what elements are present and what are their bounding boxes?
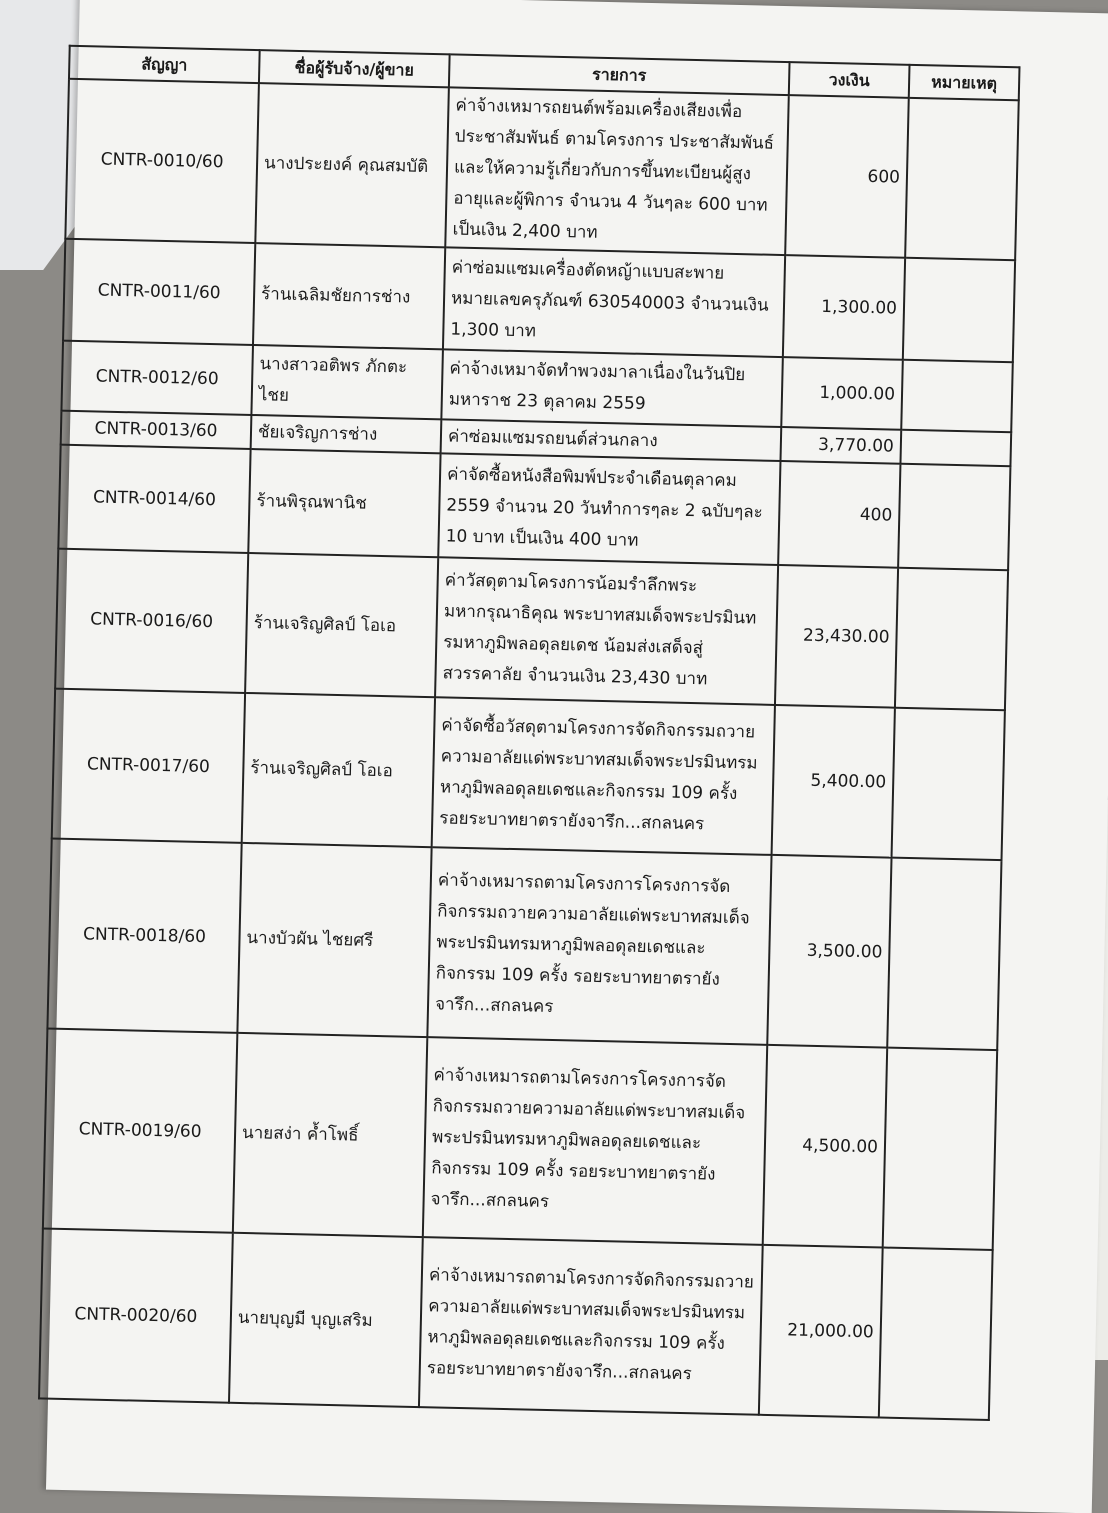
header-vendor: ชื่อผู้รับจ้าง/ผู้ขาย — [259, 50, 450, 87]
vendor-name: นางสาวอติพร ภักตะไชย — [251, 345, 443, 419]
document-sheet — [46, 0, 1108, 1513]
item-description: ค่าจัดซื้อหนังสือพิมพ์ประจำเดือนตุลาคม 2559 จำนวน 20 วันทำการๆละ 2 ฉบับๆละ 10 บาท เป็นเงิน 400 บาท — [438, 453, 780, 565]
item-description: ค่าจัดซื้อวัสดุตามโครงการจัดกิจกรรมถวายความอาลัยแด่พระบาทสมเด็จพระปรมินทรมหาภูมิพลอดุลยเดชและกิจกรรม 109 ครั้ง รอยระบาทยาตรายังจารึก...สกลนคร — [432, 697, 775, 855]
remark — [905, 98, 1019, 260]
remark — [879, 1248, 993, 1420]
remark — [903, 258, 1015, 362]
amount: 3,500.00 — [767, 855, 891, 1048]
item-description: ค่าวัสดุตามโครงการน้อมรำลึกพระมหากรุณาธิคุณ พระบาทสมเด็จพระปรมินทรมหาภูมิพลอดุลยเดช น้อมส่งเสด็จสู่สวรรคาลัย จำนวนเงิน 23,430 บาท — [435, 557, 778, 705]
amount: 600 — [785, 95, 909, 258]
vendor-name: นายสง่า ค้ำโพธิ์ — [233, 1033, 427, 1237]
table-row — [52, 689, 1005, 861]
amount: 23,430.00 — [775, 565, 898, 708]
contract-id: CNTR-0020/60 — [39, 1228, 233, 1402]
vendor-name: ชัยเจริญการช่าง — [251, 415, 442, 453]
vendor-name: นางบัวผัน ไชยศรี — [237, 843, 431, 1037]
contract-id: CNTR-0016/60 — [55, 549, 248, 693]
table-row — [47, 839, 1001, 1051]
remark — [901, 360, 1013, 432]
remark — [900, 430, 1011, 466]
contract-id: CNTR-0019/60 — [43, 1029, 237, 1233]
vendor-name: นายบุญมี บุญเสริม — [229, 1233, 423, 1407]
header-item: รายการ — [449, 54, 790, 95]
contract-id: CNTR-0011/60 — [63, 239, 255, 345]
header-amount: วงเงิน — [789, 62, 910, 98]
amount: 5,400.00 — [772, 705, 895, 858]
remark — [898, 464, 1010, 570]
table-row — [39, 1228, 993, 1420]
table-row — [55, 549, 1008, 711]
amount: 21,000.00 — [759, 1245, 883, 1418]
contract-id: CNTR-0018/60 — [47, 839, 241, 1033]
table-row — [43, 1029, 997, 1251]
amount: 1,000.00 — [781, 357, 903, 430]
header-contract-no: สัญญา — [69, 46, 260, 83]
item-description: ค่าจ้างเหมารถตามโครงการจัดกิจกรรมถวายความอาลัยแด่พระบาทสมเด็จพระปรมินทรมหาภูมิพลอดุลยเดชและกิจกรรม 109 ครั้ง รอยระบาทยาตรายังจารึก...สกลนคร — [419, 1237, 763, 1415]
item-description: ค่าจ้างเหมารถตามโครงการโครงการจัดกิจกรรมถวายความอาลัยแด่พระบาทสมเด็จพระปรมินทรมหาภูมิพลอดุลยเดชและกิจกรรม 109 ครั้ง รอยระบาทยาตรายังจารึก...สกลนคร — [427, 847, 771, 1045]
vendor-name: ร้านเฉลิมชัยการช่าง — [253, 243, 445, 349]
table-row — [65, 79, 1018, 261]
amount: 1,300.00 — [783, 255, 905, 360]
contract-table — [38, 45, 1020, 1421]
contract-id: CNTR-0014/60 — [58, 445, 250, 553]
contract-id: CNTR-0017/60 — [52, 689, 245, 843]
vendor-name: ร้านเจริญศิลป์ โอเอ — [242, 693, 435, 847]
vendor-name: ร้านพิรุณพานิช — [248, 449, 440, 557]
amount: 4,500.00 — [763, 1045, 888, 1248]
contract-id: CNTR-0010/60 — [65, 79, 259, 243]
item-description: ค่าจ้างเหมาจัดทำพวงมาลาเนื่องในวันปิยมหาราช 23 ตุลาคม 2559 — [441, 349, 783, 427]
contract-id: CNTR-0013/60 — [61, 411, 252, 449]
item-description: ค่าจ้างเหมารถตามโครงการโครงการจัดกิจกรรมถวายความอาลัยแด่พระบาทสมเด็จพระปรมินทรมหาภูมิพลอดุลยเดชและกิจกรรม 109 ครั้ง รอยระบาทยาตรายังจารึก...สกลนคร — [423, 1037, 767, 1245]
vendor-name: ร้านเจริญศิลป์ โอเอ — [245, 553, 438, 697]
remark — [883, 1048, 998, 1250]
item-description: ค่าจ้างเหมารถยนต์พร้อมเครื่องเสียงเพื่อประชาสัมพันธ์ ตามโครงการ ประชาสัมพันธ์และให้ความรู้เกี่ยวกับการขึ้นทะเบียนผู้สูงอายุและผู้พิการ จำนวน 4 วันๆละ 600 บาท เป็นเงิน 2,400 บาท — [445, 87, 789, 255]
remark — [895, 568, 1008, 710]
remark — [892, 708, 1005, 860]
item-description: ค่าซ่อมแซมรถยนต์ส่วนกลาง — [441, 419, 782, 461]
remark — [887, 858, 1001, 1050]
contract-id: CNTR-0012/60 — [61, 341, 253, 415]
vendor-name: นางประยงค์ คุณสมบัติ — [255, 83, 449, 247]
item-description: ค่าซ่อมแซมเครื่องตัดหญ้าแบบสะพายหมายเลขครุภัณฑ์ 630540003 จำนวนเงิน 1,300 บาท — [443, 247, 785, 357]
amount: 400 — [778, 461, 900, 568]
amount: 3,770.00 — [780, 427, 901, 464]
header-remark: หมายเหตุ — [909, 65, 1020, 100]
